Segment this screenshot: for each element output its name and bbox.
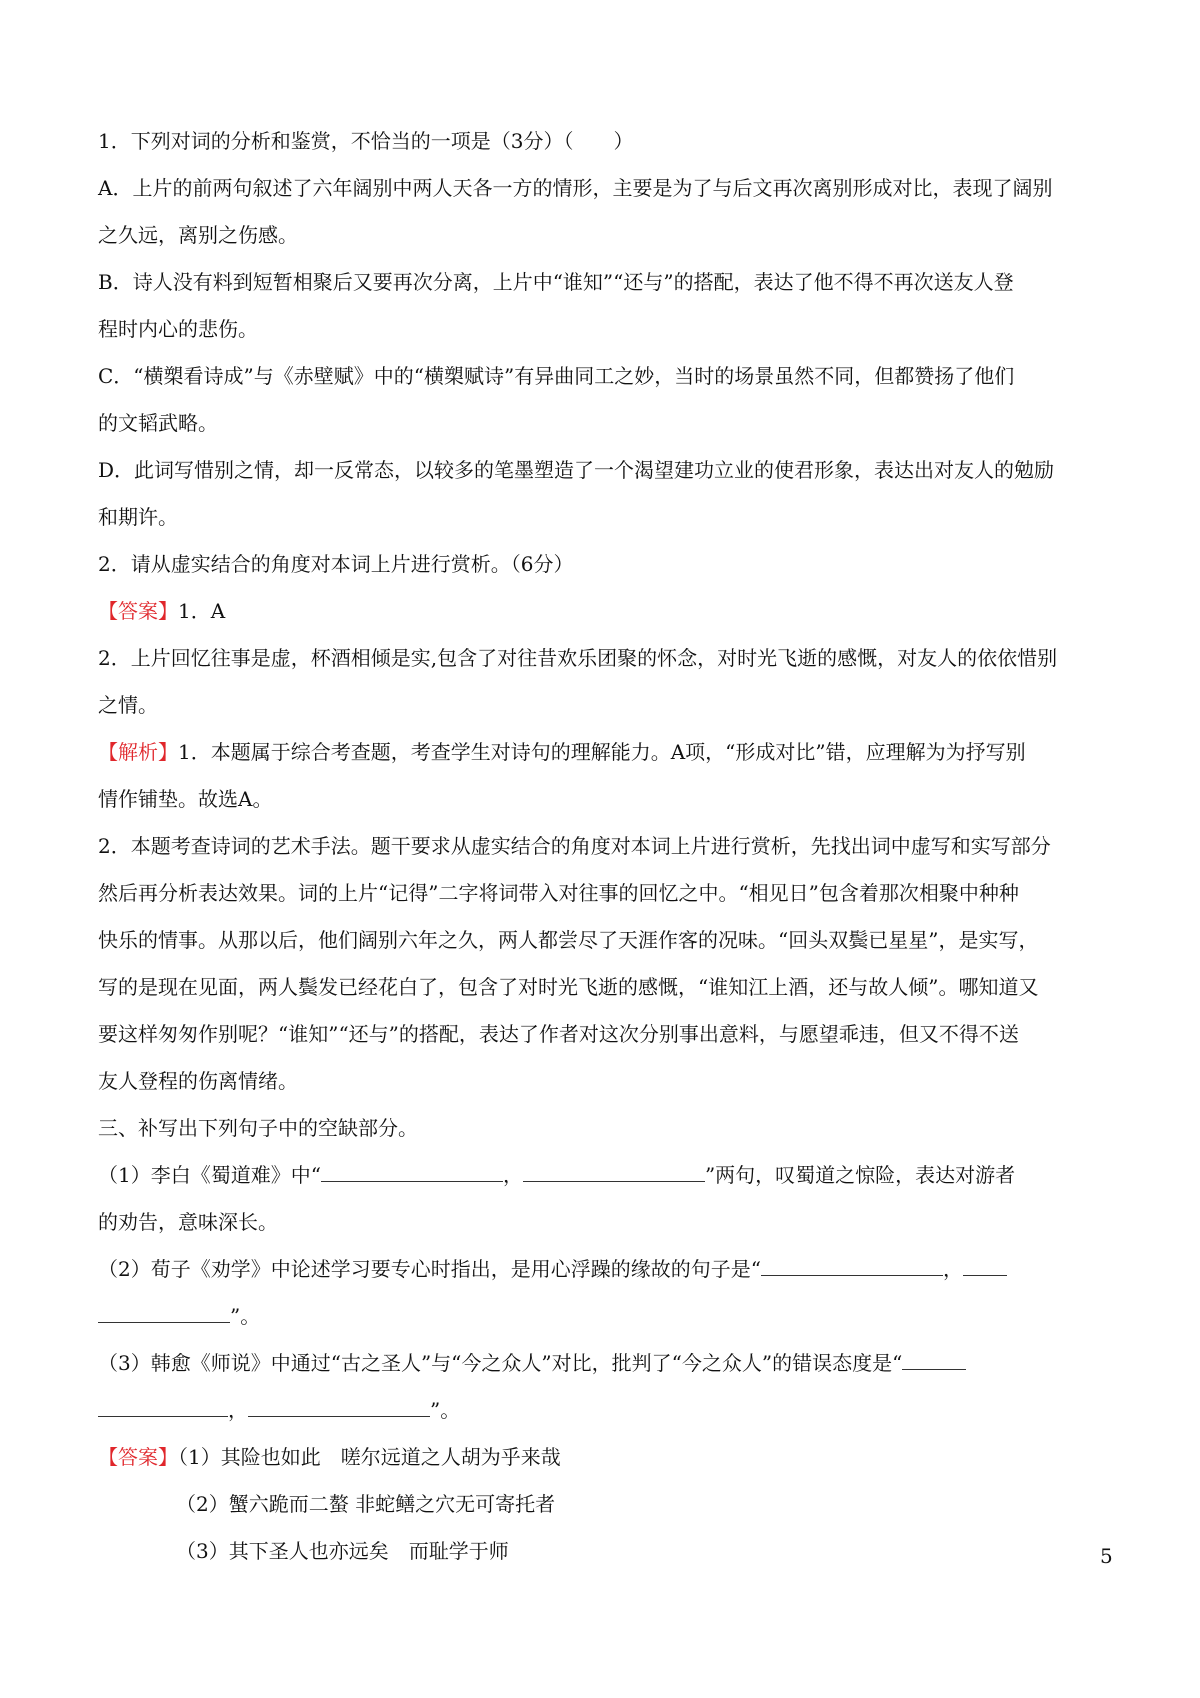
answer-tag: 【答案】	[98, 599, 178, 623]
answer-2-line-2: 之情。	[98, 693, 158, 717]
analysis-line-3: 2．本题考查诗词的艺术手法。题干要求从虚实结合的角度对本词上片进行赏析，先找出词中虚写和实写部分	[98, 834, 1051, 858]
answer-tag: 【答案】	[98, 1445, 178, 1469]
answer-3-line-3: （3）其下圣人也亦远矣 而耻学于师	[176, 1539, 509, 1563]
analysis-line-6: 写的是现在见面，两人鬓发已经花白了，包含了对时光飞逝的感慨，“谁知江上酒，还与故人倾”。哪知道又	[98, 975, 1039, 999]
analysis-line-1	[98, 729, 1110, 776]
fill-blank	[902, 1347, 966, 1370]
analysis-line-4: 然后再分析表达效果。词的上片“记得”二字将词带入对往事的回忆之中。“相见日”包含着那次相聚中种种	[98, 881, 1019, 905]
option-c-line-1: C．“横槊看诗成”与《赤壁赋》中的“横槊赋诗”有异曲同工之妙，当时的场景虽然不同，但都赞扬了他们	[98, 364, 1015, 388]
fill-blank	[98, 1300, 230, 1323]
option-c-line-2: 的文韬武略。	[98, 411, 218, 435]
fill-2-comma: ，	[942, 1257, 963, 1281]
analysis-tag: 【解析】	[98, 740, 178, 764]
fill-blank	[248, 1394, 430, 1417]
answer-3-line-2: （2）蟹六跪而二螯 非蛇鳝之穴无可寄托者	[176, 1492, 556, 1516]
fill-2-line-1	[98, 1246, 1110, 1293]
fill-3-prefix: （3）韩愈《师说》中通过“古之圣人”与“今之众人”对比，批判了“今之众人”的错误态度是“	[98, 1351, 903, 1375]
analysis-line-5: 快乐的情事。从那以后，他们阔别六年之久，两人都尝尽了天涯作客的况味。“回头双鬓已星星”，是实写，	[98, 928, 1039, 952]
fill-1-line-1	[98, 1152, 1110, 1199]
option-a-line-1: A．上片的前两句叙述了六年阔别中两人天各一方的情形，主要是为了与后文再次离别形成对比，表现了阔别	[98, 176, 1053, 200]
answer-1-text: 1．A	[178, 599, 226, 623]
option-a-line-2: 之久远，离别之伤感。	[98, 223, 298, 247]
fill-blank	[761, 1253, 943, 1276]
section-3-heading: 三、补写出下列句子中的空缺部分。	[98, 1116, 418, 1140]
fill-1-comma: ，	[502, 1163, 523, 1187]
answer-3-line-1	[98, 1434, 1110, 1481]
fill-blank	[98, 1394, 228, 1417]
fill-2-prefix: （2）荀子《劝学》中论述学习要专心时指出，是用心浮躁的缘故的句子是“	[98, 1257, 761, 1281]
answer-1-line	[98, 588, 1110, 635]
answer-2-line-1: 2．上片回忆往事是虚，杯酒相倾是实,包含了对往昔欢乐团聚的怀念，对时光飞逝的感慨，对友人的依依惜别	[98, 646, 1058, 670]
option-b-line-1: B．诗人没有料到短暂相聚后又要再次分离，上片中“谁知”“还与”的搭配，表达了他不得不再次送友人登	[98, 270, 1014, 294]
fill-3-line-1	[98, 1340, 1110, 1387]
question-1-stem: 1．下列对词的分析和鉴赏，不恰当的一项是（3分）（ ）	[98, 129, 634, 153]
fill-1-suffix: ”两句，叹蜀道之惊险，表达对游者	[704, 1163, 1016, 1187]
option-b-line-2: 程时内心的悲伤。	[98, 317, 258, 341]
page-number: 5	[1100, 1544, 1113, 1568]
analysis-line-2: 情作铺垫。故选A。	[98, 787, 273, 811]
fill-blank	[321, 1159, 503, 1182]
analysis-line-7: 要这样匆匆作别呢？“谁知”“还与”的搭配，表达了作者对这次分别事出意料，与愿望乖违，但又不得不送	[98, 1022, 1019, 1046]
analysis-line-8: 友人登程的伤离情绪。	[98, 1069, 298, 1093]
option-d-line-1: D．此词写惜别之情，却一反常态，以较多的笔墨塑造了一个渴望建功立业的使君形象，表达出对友人的勉励	[98, 458, 1055, 482]
option-d-line-2: 和期许。	[98, 505, 178, 529]
fill-blank	[523, 1159, 705, 1182]
fill-1-line-2: 的劝告，意味深长。	[98, 1210, 278, 1234]
analysis-text-1: 1．本题属于综合考查题，考查学生对诗句的理解能力。A项，“形成对比”错，应理解为为抒写别	[178, 740, 1026, 764]
fill-1-prefix: （1）李白《蜀道难》中“	[98, 1163, 321, 1187]
answer-3-text-1: （1）其险也如此 嗟尔远道之人胡为乎来哉	[178, 1445, 561, 1469]
fill-2-suffix: ”。	[230, 1304, 261, 1328]
fill-3-suffix: ”。	[430, 1398, 461, 1422]
fill-3-line-2	[98, 1387, 1110, 1434]
fill-2-line-2	[98, 1293, 1110, 1340]
fill-blank	[963, 1253, 1007, 1276]
question-2-stem: 2．请从虚实结合的角度对本词上片进行赏析。（6分）	[98, 552, 574, 576]
fill-3-comma: ，	[228, 1398, 248, 1422]
document-body	[98, 118, 1110, 1575]
